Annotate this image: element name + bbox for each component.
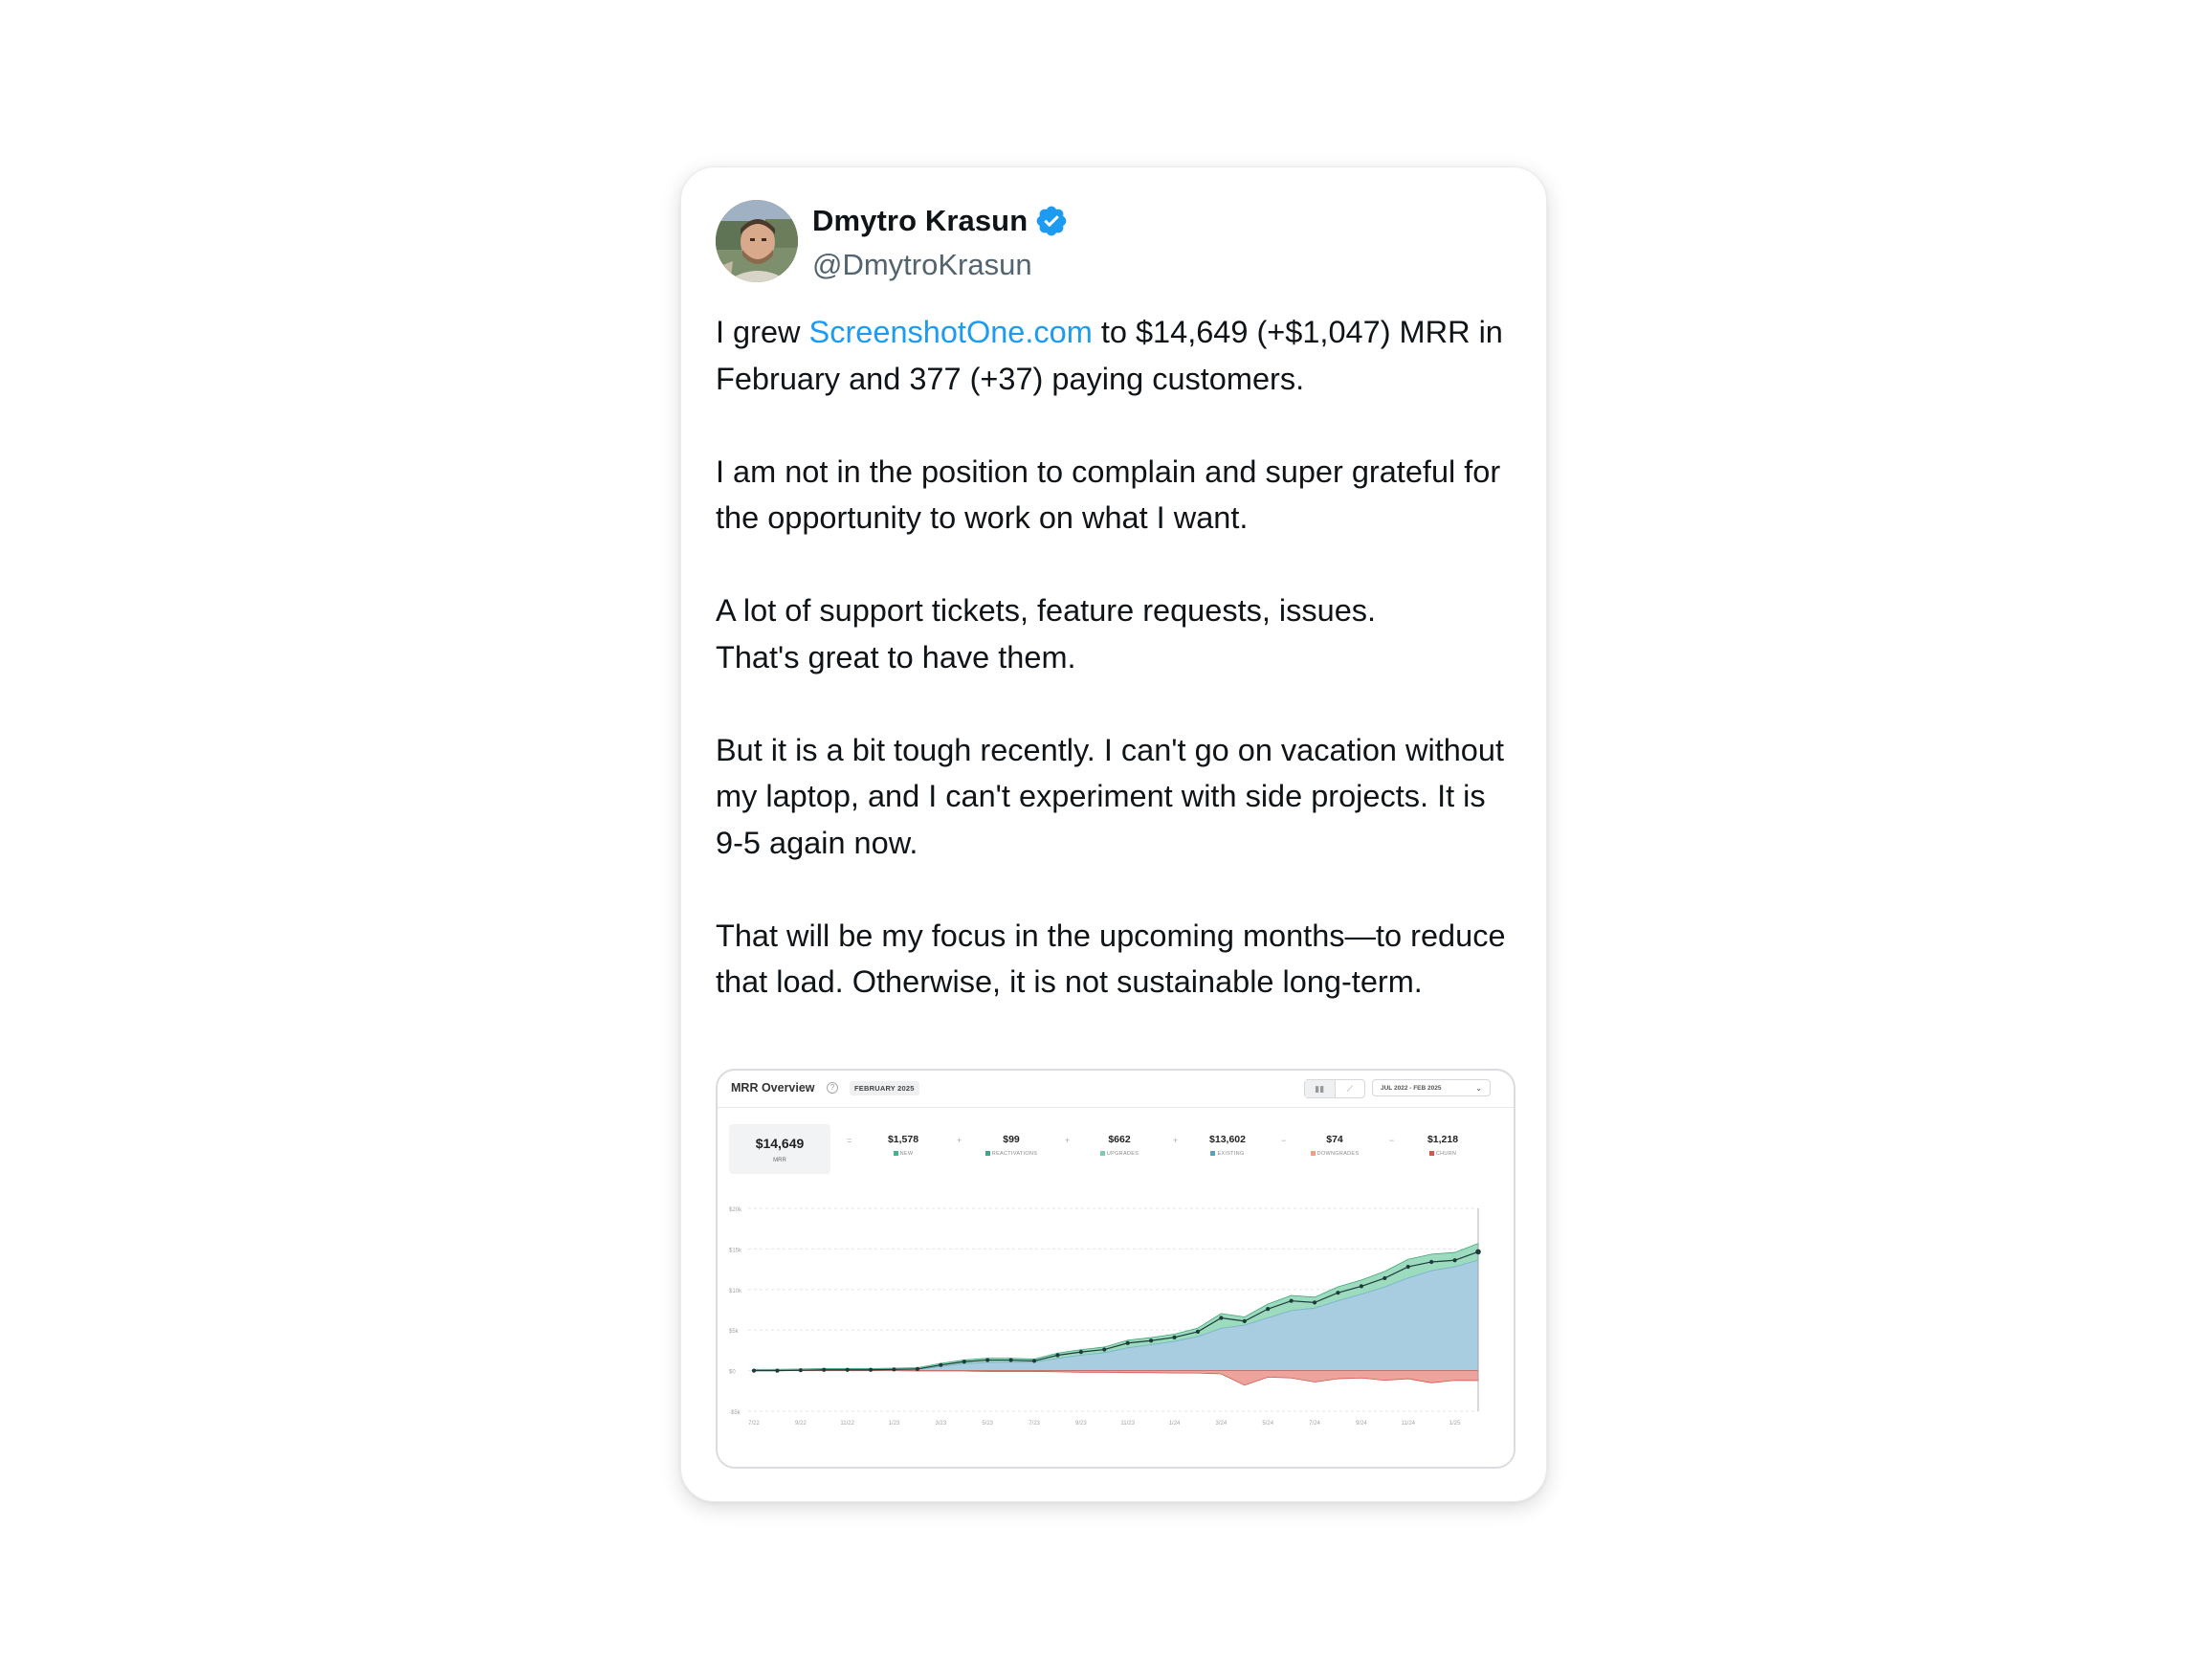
mrr-point [752,1369,756,1373]
mrr-point [1032,1359,1036,1362]
mrr-point [985,1358,989,1361]
kpi-mrr-value: $14,649 [755,1136,805,1151]
tweet-text [716,309,1519,1006]
month-badge: FEBRUARY 2025 [850,1081,919,1095]
mrr-point [892,1367,896,1371]
chevron-down-icon: ⌄ [1475,1084,1482,1093]
y-tick-label: $5k [729,1329,739,1336]
chart-title: MRR Overview [731,1081,815,1095]
tweet-paragraph-1 [716,309,1519,402]
kpi-mrr-label-text: MRR [773,1158,786,1163]
mrr-point [775,1369,779,1373]
mrr-dashboard [718,1071,1514,1467]
churn-area [754,1371,1478,1385]
line-chart-icon[interactable]: ⟋ [1346,1084,1353,1094]
kpi-downgrades-value: $74 [1326,1134,1343,1145]
kpi-operator: + [1173,1136,1179,1145]
x-tick-label: 9/24 [1356,1421,1367,1427]
date-range-value: JUL 2022 - FEB 2025 [1381,1085,1442,1092]
mrr-point [1382,1276,1386,1280]
mrr-point [869,1368,873,1372]
mrr-point [1243,1319,1247,1323]
tweet-paragraph-3 [716,587,1519,680]
x-tick-label: 3/23 [935,1421,947,1427]
y-tick-label: $15k [729,1248,742,1254]
x-tick-label: 7/22 [748,1421,760,1427]
tweet-text-span: to $14,649 (+$1,047) MRR in February and 377 (+37) paying customers. [716,315,1503,396]
x-tick-label: 9/22 [794,1421,807,1427]
tweet-text-span: I grew [716,315,809,349]
mrr-point [1055,1353,1059,1357]
verified-badge-icon [1034,204,1069,238]
kpi-upgrades-label: UPGRADES [1106,1151,1139,1157]
mrr-point [1149,1338,1153,1342]
author-name[interactable]: Dmytro Krasun [812,204,1029,237]
tweet-card[interactable] [680,166,1547,1502]
x-tick-label: 5/23 [982,1421,994,1427]
mrr-point [1172,1336,1176,1339]
mrr-point [962,1360,966,1363]
y-tick-label: $10k [729,1288,742,1294]
mrr-point [1126,1341,1130,1345]
mrr-point [939,1363,942,1367]
mrr-point [1429,1260,1433,1264]
kpi-existing-label: EXISTING [1217,1151,1245,1157]
kpi-reactivations-value: $99 [1003,1134,1020,1145]
tweet-paragraph-5: That will be my focus in the upcoming months—to reduce that load. Otherwise, it is not sustainable long-term. [716,918,1506,999]
kpi-operator: − [1281,1136,1287,1145]
x-tick-label: 7/23 [1029,1421,1040,1427]
x-tick-label: 9/23 [1075,1421,1087,1427]
x-tick-label: 3/24 [1215,1421,1228,1427]
y-tick-label: $20k [729,1207,742,1213]
x-tick-label: 11/24 [1401,1421,1416,1427]
x-tick-label: 7/24 [1309,1421,1320,1427]
mrr-point [916,1367,919,1371]
mrr-area-chart[interactable] [718,1071,1514,1467]
mrr-point [1219,1316,1223,1319]
kpi-churn-label: CHURN [1435,1151,1457,1157]
screenshotone-link[interactable]: ScreenshotOne.com [808,315,1093,349]
author-row [812,204,1069,238]
mrr-point [1079,1350,1083,1354]
tweet-paragraph-4: But it is a bit tough recently. I can't go on vacation without my laptop, and I can't experiment with side projects. It is 9-5 again now. [716,732,1504,860]
mrr-point [1313,1300,1316,1304]
y-tick-label: -$5k [729,1410,741,1416]
mrr-point [1406,1265,1410,1269]
tweet-text-span: A lot of support tickets, feature requests, issues. [716,593,1377,628]
mrr-point [799,1368,803,1372]
kpi-operator: + [1065,1136,1071,1145]
mrr-point [1009,1358,1013,1361]
bar-chart-icon[interactable]: ▮▮ [1305,1080,1336,1097]
kpi-operator: + [957,1136,962,1145]
x-tick-label: 11/23 [1120,1421,1135,1427]
kpi-operator: = [847,1136,852,1145]
kpi-downgrades-label: DOWNGRADES [1316,1151,1360,1157]
kpi-new-label: NEW [899,1151,914,1157]
mrr-point [1360,1284,1363,1288]
mrr-point [1336,1291,1339,1294]
x-tick-label: 5/24 [1262,1421,1274,1427]
help-icon[interactable]: ? [827,1082,838,1094]
mrr-point [1290,1299,1294,1303]
kpi-existing-value: $13,602 [1209,1134,1246,1145]
author-handle[interactable]: @DmytroKrasun [812,248,1032,281]
tweet-paragraph-2: I am not in the position to complain and super grateful for the opportunity to work on what I want. [716,453,1501,535]
avatar[interactable] [716,200,798,282]
tweet-media-chart[interactable] [716,1069,1515,1469]
x-tick-label: 1/23 [888,1421,900,1427]
mrr-point [822,1368,826,1372]
kpi-new-value: $1,578 [887,1134,919,1145]
x-tick-label: 1/24 [1168,1421,1181,1427]
tweet-text-span: That's great to have them. [716,639,1076,675]
mrr-point [1196,1330,1200,1334]
mrr-point [846,1368,850,1372]
kpi-operator: − [1389,1136,1395,1145]
x-tick-label: 11/22 [840,1421,854,1427]
kpi-churn-value: $1,218 [1427,1134,1459,1145]
tweet-header [716,200,1510,284]
x-tick-label: 1/25 [1449,1421,1461,1427]
y-tick-label: $0 [729,1369,736,1376]
kpi-upgrades-value: $662 [1108,1134,1131,1145]
mrr-point [1266,1307,1270,1311]
mrr-point [1102,1347,1106,1351]
mrr-point [1452,1258,1456,1262]
kpi-reactivations-label: REACTIVATIONS [991,1151,1038,1157]
mrr-point [1475,1250,1481,1255]
